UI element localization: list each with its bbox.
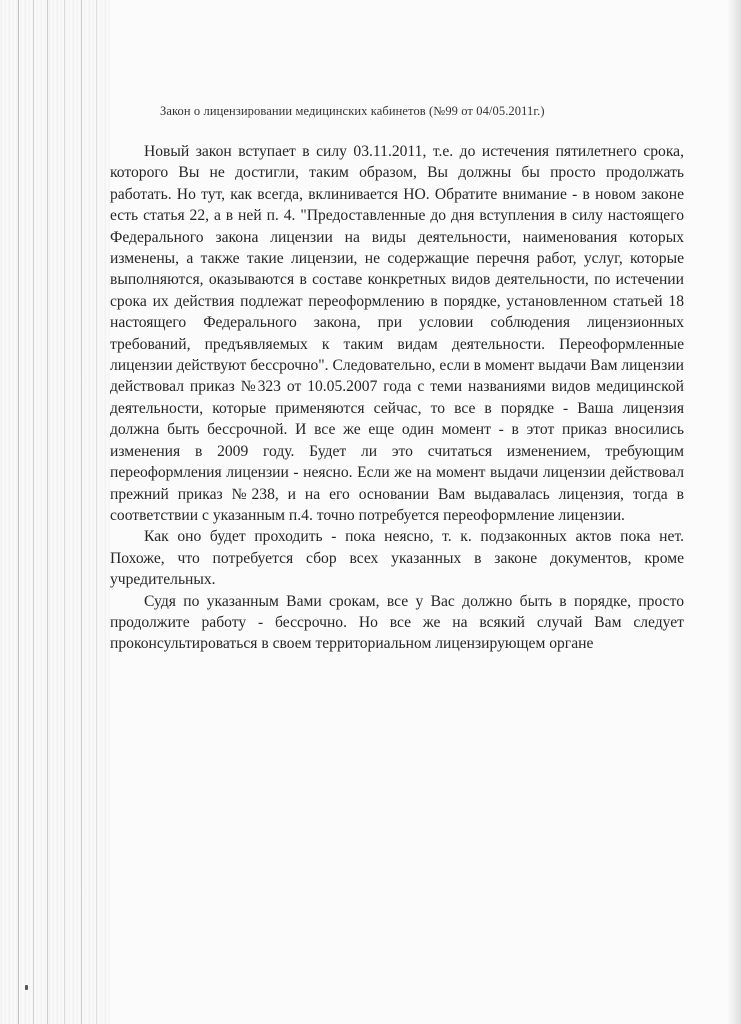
- scan-right-edge: [727, 0, 741, 1024]
- scan-streak-line: [18, 0, 19, 1024]
- scan-streak-line: [96, 0, 97, 1024]
- paragraph-2: Как оно будет проходить - пока неясно, т. к. подзаконных актов пока нет. Похоже, что потребуется сбор всех указанных в законе документов, кроме учредительных.: [110, 528, 684, 589]
- scan-streak-line: [33, 0, 34, 1024]
- scan-streak-line: [81, 0, 82, 1024]
- scan-streak-line: [64, 0, 65, 1024]
- document-title: Закон о лицензировании медицинских кабинетов (№99 от 04/05.2011г.): [160, 104, 545, 118]
- scan-speck: [25, 985, 28, 990]
- paragraph-1: Новый закон вступает в силу 03.11.2011, т.е. до истечения пятилетнего срока, которого Вы не достигли, таким образом, Вы должны бы просто продолжать работать. Но тут, как всегда, вклинивается НО. Обратите внимание - в новом законе есть статья 22, а в ней п. 4. "Предоставленные до дня вступления в силу настоящего Федерального закона лицензии на виды деятельности, наименования которых изменены, а также такие лицензии, не содержащие перечня работ, услуг, которые выполняются, оказываются в составе конкретных видов деятельности, по истечении срока их действия подлежат переоформлению в порядке, установленном статьей 18 настоящего Федерального закона, при условии соблюдения лицензионных требований, предъявляемых к таким видам деятельности. Переоформленные лицензии действуют бессрочно". Следовательно, если в момент выдачи Вам лицензии действовал приказ №323 от 10.05.2007 года с теми названиями видов медицинской деятельности, которые применяются сейчас, то все в порядке - Ваша лицензия должна быть бессрочной. И все же еще один момент - в этот приказ вносились изменения в 2009 году. Будет ли это считаться изменением, требующим переоформления лицензии - неясно. Если же на момент выдачи лицензии действовал прежний приказ №238, и на его основании Вам выдавалась лицензия, тогда в соответствии с указанным п.4. точно потребуется переоформление лицензии.: [110, 143, 684, 524]
- document-body: [110, 141, 684, 655]
- scan-streak-line: [47, 0, 48, 1024]
- scan-streaks: [0, 0, 110, 1024]
- paragraph-3: Судя по указанным Вами срокам, все у Вас должно быть в порядке, просто продолжите работу - бессрочно. Но все же на всякий случай Вам следует проконсультироваться в своем территориальном лицензирующем органе: [110, 592, 684, 653]
